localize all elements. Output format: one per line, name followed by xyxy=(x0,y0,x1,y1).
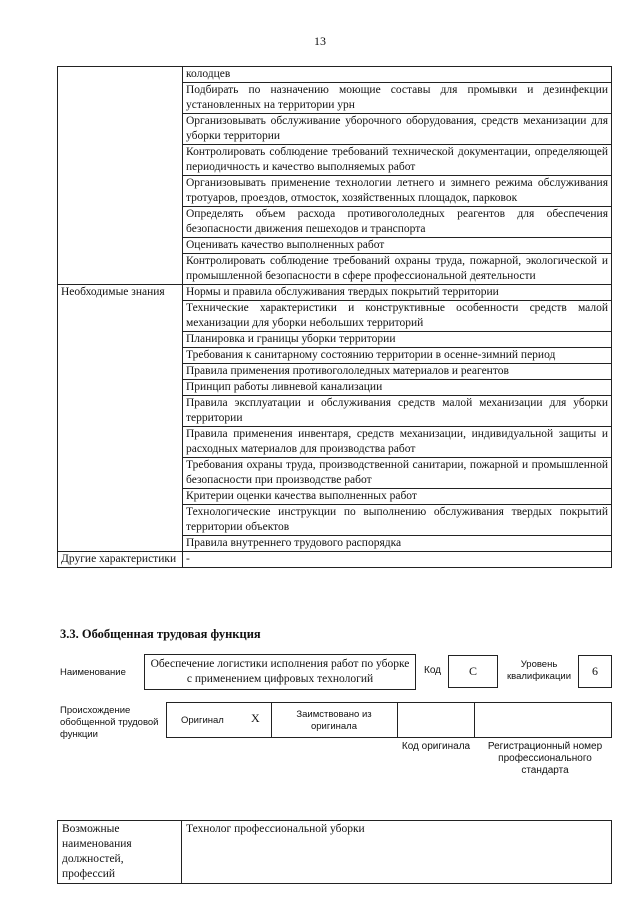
borrowed-label: Заимствовано из оригинала xyxy=(296,709,372,732)
name-label: Наименование xyxy=(60,667,126,678)
knowledge-row-text: Правила применения инвентаря, средств механизации, индивидуальной защиты и расходных материалов для производства работ xyxy=(183,427,612,458)
positions-row xyxy=(58,821,612,884)
knowledge-row-text: Планировка и границы уборки территории xyxy=(183,332,612,348)
skill-row-text: Контролировать соблюдение требований охраны труда, пожарной, экологической и промышленной безопасности в сфере профессиональной деятельности xyxy=(183,254,612,285)
knowledge-row-text: Технологические инструкции по выполнению обслуживания твердых покрытий территории объектов xyxy=(183,505,612,536)
other-value: - xyxy=(183,552,612,568)
skill-row-text: Организовывать обслуживание уборочного оборудования, средств механизации для уборки территории xyxy=(183,114,612,145)
code-original-caption: Код оригинала xyxy=(401,741,471,752)
positions-label: Возможные наименования должностей, профессий xyxy=(58,821,182,884)
function-name-box xyxy=(144,654,416,690)
origin-reg-cell xyxy=(474,702,612,738)
knowledge-row-text: Требования охраны труда, производственной санитарии, пожарной и промышленной безопасности при производстве работ xyxy=(183,458,612,489)
section-title: 3.3. Обобщенная трудовая функция xyxy=(60,627,261,641)
original-mark: X xyxy=(251,711,260,725)
knowledge-row-label: Необходимые знания xyxy=(58,285,183,552)
knowledge-row xyxy=(58,285,612,301)
skill-row-label xyxy=(58,67,183,285)
knowledge-row-text: Требования к санитарному состоянию территории в осенне-зимний период xyxy=(183,348,612,364)
skills-knowledge-table xyxy=(57,66,612,568)
skill-row-text: Контролировать соблюдение требований технической документации, определяющей периодичность и качество выполняемых работ xyxy=(183,145,612,176)
skill-row-text: Подбирать по назначению моющие составы для промывки и дезинфекции установленных на территории урн xyxy=(183,83,612,114)
level-value: 6 xyxy=(592,664,598,678)
code-label: Код xyxy=(424,665,442,676)
page-number: 13 xyxy=(314,34,326,48)
level-label: Уровень квалификации xyxy=(506,659,572,682)
knowledge-row-text: Правила внутреннего трудового распорядка xyxy=(183,536,612,552)
knowledge-row-text: Правила применения противогололедных материалов и реагентов xyxy=(183,364,612,380)
reg-number-caption: Регистрационный номер профессионального стандарта xyxy=(487,741,603,776)
code-value: C xyxy=(468,664,477,678)
skill-row-text: Организовывать применение технологии летнего и зимнего режима обслуживания тротуаров, проездов, отмосток, хозяйственных площадок, парковок xyxy=(183,176,612,207)
positions-value: Технолог профессиональной уборки xyxy=(182,821,612,884)
skill-row-text: Оценивать качество выполненных работ xyxy=(183,238,612,254)
function-name-value: Обеспечение логистики исполнения работ по уборке с применением цифровых технологий xyxy=(150,658,410,685)
other-label: Другие характеристики xyxy=(58,552,183,568)
skill-row-text: колодцев xyxy=(183,67,612,83)
code-box xyxy=(448,655,498,688)
knowledge-row-text: Технические характеристики и конструктивные особенности средств малой механизации для уборки небольших территорий xyxy=(183,301,612,332)
knowledge-row-text: Правила эксплуатации и обслуживания средств малой механизации для уборки территории xyxy=(183,396,612,427)
knowledge-row-text: Нормы и правила обслуживания твердых покрытий территории xyxy=(183,285,612,301)
origin-original-cell xyxy=(166,702,272,738)
knowledge-row-text: Принцип работы ливневой канализации xyxy=(183,380,612,396)
skill-row xyxy=(58,67,612,83)
positions-table xyxy=(57,820,612,884)
skill-row-text: Определять объем расхода противогололедных реагентов для обеспечения безопасности движения пешеходов и транспорта xyxy=(183,207,612,238)
origin-borrowed-cell xyxy=(271,702,398,738)
origin-label: Происхождение обобщенной трудовой функции xyxy=(60,705,159,740)
other-row xyxy=(58,552,612,568)
level-box xyxy=(578,655,612,688)
knowledge-row-text: Критерии оценки качества выполненных работ xyxy=(183,489,612,505)
origin-code-cell xyxy=(397,702,475,738)
original-label: Оригинал xyxy=(181,715,224,726)
